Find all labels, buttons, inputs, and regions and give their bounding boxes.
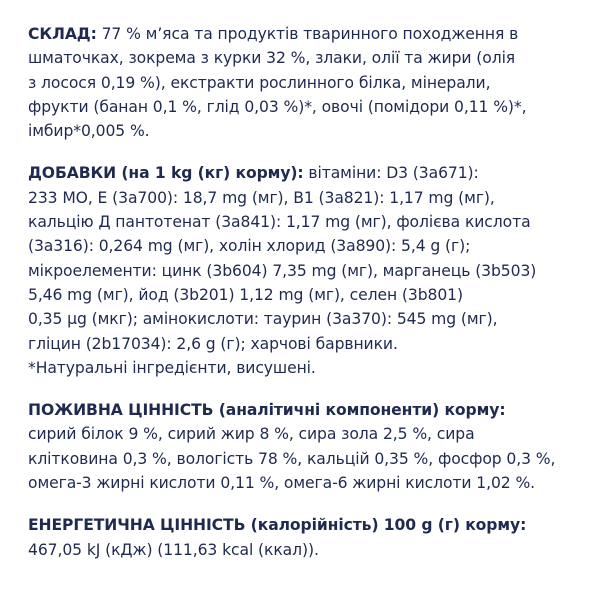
- composition-section: [28, 22, 584, 143]
- additives-section: [28, 161, 584, 380]
- nutrition-heading: ПОЖИВНА ЦІННІСТЬ (аналітичні компоненти) корму:: [28, 401, 506, 420]
- additives-line-3: кальцію Д пантотенат (3a841): 1,17 mg (мг), фолієва кислота: [28, 213, 531, 232]
- nutrition-line-2: клітковина 0,3 %, вологість 78 %, кальцій 0,35 %, фосфор 0,3 %,: [28, 449, 556, 468]
- product-label-text: [28, 22, 584, 562]
- additives-line-8: гліцин (2b17034): 2,6 g (г); харчові барвники.: [28, 334, 398, 353]
- energy-section: [28, 513, 584, 562]
- energy-line-1: 467,05 kJ (кДж) (111,63 kcal (ккал)).: [28, 540, 319, 559]
- additives-line-2: 233 МО, E (3a700): 18,7 mg (мг), B1 (3a821): 1,17 mg (мг),: [28, 188, 495, 207]
- additives-footnote: *Натуральні інгредієнти, висушені.: [28, 358, 316, 377]
- composition-line-4: фрукти (банан 0,1 %, глід 0,03 %)*, овочі (помідори 0,11 %)*,: [28, 97, 527, 116]
- nutrition-line-1: сирий білок 9 %, сирий жир 8 %, сира зола 2,5 %, сира: [28, 425, 475, 444]
- nutrition-line-3: омега-3 жирні кислоти 0,11 %, омега-6 жирні кислоти 1,02 %.: [28, 474, 536, 493]
- composition-text-1: 77 % м’яса та продуктів тваринного походження в: [96, 25, 519, 43]
- composition-line-5: імбир*0,005 %.: [28, 122, 150, 141]
- composition-line-3: з лосося 0,19 %), екстракти рослинного білка, мінерали,: [28, 73, 491, 92]
- additives-line-7: 0,35 µg (мкг); амінокислоти: таурин (3a370): 545 mg (мг),: [28, 310, 498, 329]
- additives-line-4: (3a316): 0,264 mg (мг), холін хлорид (3a890): 5,4 g (г);: [28, 237, 471, 256]
- additives-text-1: вітаміни: D3 (3a671):: [303, 164, 479, 183]
- additives-line-5: мікроелементи: цинк (3b604) 7,35 mg (мг), марганець (3b503): [28, 261, 537, 280]
- energy-heading: ЕНЕРГЕТИЧНА ЦІННІСТЬ (калорійність) 100 g (г) корму:: [28, 516, 527, 535]
- additives-line-1: [28, 161, 584, 185]
- nutrition-section: [28, 398, 584, 495]
- additives-line-6: 5,46 mg (мг), йод (3b201) 1,12 mg (мг), селен (3b801): [28, 285, 463, 304]
- additives-heading: ДОБАВКИ (на 1 kg (кг) корму):: [28, 164, 304, 183]
- composition-heading: СКЛАД:: [28, 25, 97, 43]
- composition-line-1: [28, 22, 584, 46]
- composition-line-2: шматочках, зокрема з курки 32 %, злаки, олії та жири (олія: [28, 49, 516, 68]
